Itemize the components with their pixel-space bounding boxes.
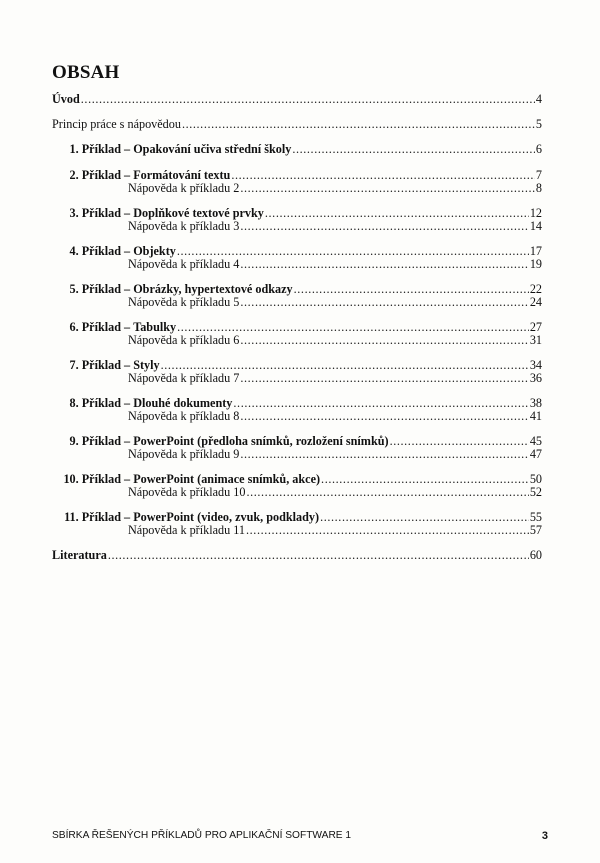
toc-entry-example (52, 359, 542, 385)
help-label: Nápověda k příkladu 5 (128, 295, 240, 309)
toc-page: 36 (529, 371, 542, 385)
example-number: 6. Příklad (69, 320, 121, 334)
toc-page: 57 (529, 523, 542, 537)
toc-entry-uvod (52, 93, 542, 106)
page-footer (52, 830, 548, 842)
example-number: 1. Příklad (69, 142, 121, 156)
example-title: Doplňkové textové prvky (133, 206, 264, 220)
toc-page: 52 (529, 485, 542, 499)
help-label: Nápověda k příkladu 4 (128, 257, 240, 271)
toc-label: Princip práce s nápovědou (52, 117, 181, 131)
toc-sub-line (52, 220, 542, 233)
toc-page: 17 (529, 244, 542, 258)
toc-page: 27 (529, 320, 542, 334)
toc-page: 14 (529, 219, 542, 233)
toc-line: 5. Příklad – Obrázky, hypertextové odkazy ..... 22 (52, 283, 542, 296)
toc-line (52, 118, 542, 131)
toc-label: Úvod (52, 92, 80, 106)
toc-entry-example (52, 207, 542, 233)
help-label: Nápověda k příkladu 9 (128, 447, 240, 461)
help-label: Nápověda k příkladu 8 (128, 409, 240, 423)
toc-page: 4 (535, 92, 542, 106)
toc-line: 10. Příklad – PowerPoint (animace snímků, akce) ..... 50 (52, 473, 542, 486)
leader-dots (240, 448, 528, 461)
toc-sub-line (52, 410, 542, 423)
example-title: PowerPoint (animace snímků, akce) (133, 472, 321, 486)
toc-entry-princip (52, 118, 542, 131)
example-title: Opakování učiva střední školy (133, 142, 292, 156)
table-of-contents (52, 93, 542, 562)
example-number: 11. Příklad (64, 510, 121, 524)
leader-dots (321, 473, 529, 486)
help-label: Nápověda k příkladu 6 (128, 333, 240, 347)
leader-dots (240, 296, 528, 309)
toc-page: 45 (529, 434, 542, 448)
leader-dots (292, 143, 535, 156)
toc-entry-example (52, 169, 542, 195)
leader-dots (240, 182, 535, 195)
toc-entry-example (52, 435, 542, 461)
leader-dots (246, 486, 528, 499)
toc-page: 6 (535, 142, 542, 156)
toc-page: 34 (529, 358, 542, 372)
leader-dots (81, 93, 535, 106)
leader-dots (231, 169, 535, 182)
leader-dots (294, 283, 529, 296)
example-number: 10. Příklad (63, 472, 121, 486)
toc-entry-example (52, 397, 542, 423)
toc-line: 6. Příklad – Tabulky ..... 27 (52, 321, 542, 334)
toc-entry-literatura (52, 549, 542, 562)
toc-page: 50 (529, 472, 542, 486)
leader-dots (240, 334, 528, 347)
toc-entry-example (52, 283, 542, 309)
toc-sub-line (52, 524, 542, 537)
leader-dots (240, 258, 528, 271)
leader-dots (240, 410, 528, 423)
leader-dots (240, 220, 528, 233)
leader-dots (233, 397, 528, 410)
toc-sub-line (52, 372, 542, 385)
toc-line: 2. Příklad – Formátování textu ..... 7 (52, 169, 542, 182)
toc-page: 38 (529, 396, 542, 410)
example-number: 9. Příklad (69, 434, 121, 448)
leader-dots (240, 372, 528, 385)
help-label: Nápověda k příkladu 11 (128, 523, 245, 537)
footer-title: SBÍRKA ŘEŠENÝCH PŘÍKLADŮ PRO APLIKAČNÍ SOFTWARE 1 (52, 830, 352, 841)
toc-sub-line (52, 296, 542, 309)
toc-line: 1. Příklad – Opakování učiva střední školy ..... 6 (52, 143, 542, 156)
example-number: 3. Příklad (69, 206, 121, 220)
toc-line: 8. Příklad – Dlouhé dokumenty ..... 38 (52, 397, 542, 410)
example-number: 5. Příklad (69, 282, 121, 296)
toc-page: 5 (535, 117, 542, 131)
toc-line: 4. Příklad – Objekty ..... 17 (52, 245, 542, 258)
example-title: Formátování textu (133, 168, 231, 182)
footer-page-number: 3 (541, 830, 548, 842)
example-title: Objekty (133, 244, 176, 258)
page-title: OBSAH (52, 62, 120, 83)
toc-page: 22 (529, 282, 542, 296)
toc-line: 9. Příklad – PowerPoint (předloha snímků, rozložení snímků) ..... 45 (52, 435, 542, 448)
toc-page: 41 (529, 409, 542, 423)
toc-page: 7 (535, 168, 542, 182)
toc-page: 19 (529, 257, 542, 271)
example-title: Dlouhé dokumenty (133, 396, 233, 410)
toc-page: 8 (535, 181, 542, 195)
example-title: Obrázky, hypertextové odkazy (133, 282, 293, 296)
leader-dots (108, 549, 529, 562)
help-label: Nápověda k příkladu 7 (128, 371, 240, 385)
toc-page: 47 (529, 447, 542, 461)
toc-entry-example (52, 245, 542, 271)
help-label: Nápověda k příkladu 10 (128, 485, 246, 499)
example-title: PowerPoint (předloha snímků, rozložení snímků) (133, 434, 389, 448)
toc-label: Literatura (52, 548, 107, 562)
example-number: 2. Příklad (69, 168, 121, 182)
leader-dots (246, 524, 529, 537)
toc-line: 3. Příklad – Doplňkové textové prvky ..... 12 (52, 207, 542, 220)
example-number: 8. Příklad (69, 396, 121, 410)
toc-sub-line (52, 182, 542, 195)
example-title: PowerPoint (video, zvuk, podklady) (133, 510, 320, 524)
toc-line (52, 93, 542, 106)
help-label: Nápověda k příkladu 3 (128, 219, 240, 233)
example-title: Styly (133, 358, 160, 372)
help-label: Nápověda k příkladu 2 (128, 181, 240, 195)
toc-page: 24 (529, 295, 542, 309)
example-number: 4. Příklad (69, 244, 121, 258)
toc-line: 11. Příklad – PowerPoint (video, zvuk, podklady) ..... 55 (52, 511, 542, 524)
toc-entry-example (52, 143, 542, 156)
toc-page: 60 (529, 548, 542, 562)
toc-sub-line (52, 486, 542, 499)
toc-entry-example (52, 473, 542, 499)
leader-dots (320, 511, 529, 524)
toc-page: 55 (529, 510, 542, 524)
toc-line (52, 549, 542, 562)
toc-line: 7. Příklad – Styly ..... 34 (52, 359, 542, 372)
leader-dots (390, 435, 529, 448)
toc-sub-line (52, 448, 542, 461)
toc-sub-line (52, 334, 542, 347)
example-title: Tabulky (133, 320, 177, 334)
toc-page: 12 (529, 206, 542, 220)
toc-sub-line (52, 258, 542, 271)
example-number: 7. Příklad (69, 358, 121, 372)
toc-entry-example (52, 321, 542, 347)
toc-entry-example (52, 511, 542, 537)
leader-dots (265, 207, 529, 220)
toc-page: 31 (529, 333, 542, 347)
leader-dots (182, 118, 535, 131)
